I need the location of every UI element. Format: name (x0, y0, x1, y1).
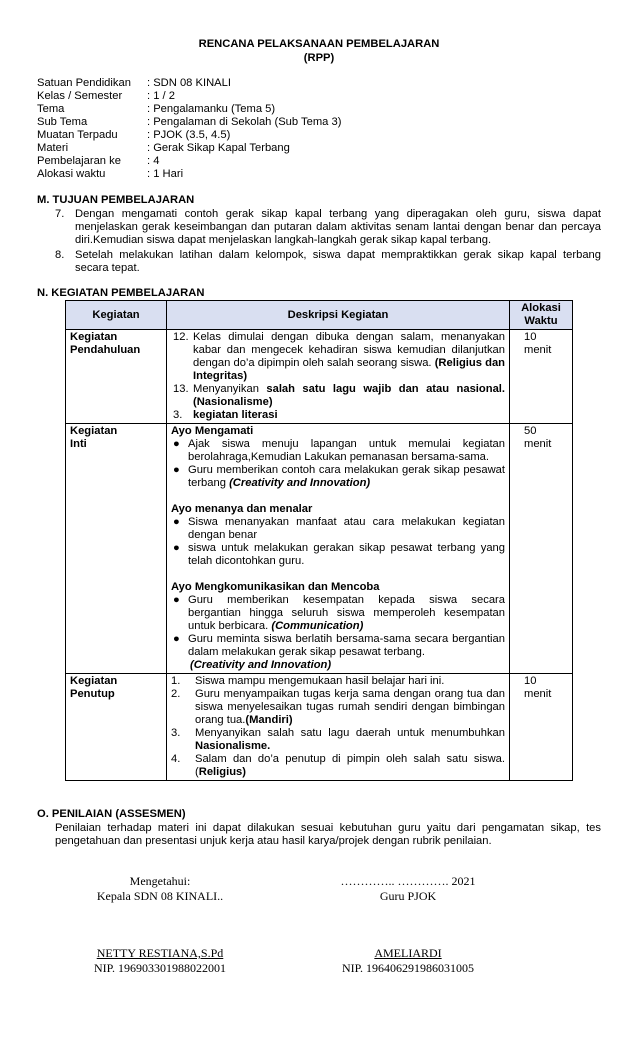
bullet-icon: ● (173, 542, 180, 554)
bullet-text: Guru meminta siswa berlatih bersama-sama secara bergantian dalam melakukan gerak sikap pesawat terbang. (188, 633, 505, 658)
list-text: Siswa mampu mengemukaan hasil belajar hari ini. (195, 675, 445, 687)
bullet-icon: ● (173, 516, 180, 528)
bullet-icon: ● (173, 594, 180, 606)
value-tag: (Mandiri) (245, 714, 293, 726)
signature-left-caption: Mengetahui: (129, 874, 191, 888)
list-number: 1. (171, 675, 181, 687)
time-unit: menit (524, 688, 552, 700)
document-title: RENCANA PELAKSANAAN PEMBELAJARAN (198, 38, 440, 50)
bullet-item (171, 633, 505, 672)
list-number: 12. (173, 331, 189, 343)
time-value: 10 (524, 675, 537, 687)
time-value: 10 (524, 331, 537, 343)
subheading: Ayo Mengkomunikasikan dan Mencoba (171, 581, 380, 593)
bullet-item (171, 594, 505, 633)
activity-name (66, 674, 167, 781)
table-header-row (66, 301, 573, 330)
bullet-icon: ● (173, 464, 180, 476)
activity-time (510, 674, 573, 781)
activity-time (510, 424, 573, 674)
signature-right-title: Guru PJOK (379, 889, 437, 903)
info-label: Pembelajaran ke (37, 155, 121, 167)
info-value: : Pengalamanku (Tema 5) (147, 103, 276, 115)
section-heading-kegiatan: N. KEGIATAN PEMBELAJARAN (37, 287, 205, 299)
bullet-item (171, 438, 505, 464)
list-item (171, 409, 505, 422)
value-tag: (Communication) (271, 620, 364, 632)
list-item (171, 331, 505, 383)
list-number: 2. (171, 688, 181, 700)
objective-text: Setelah melakukan latihan dalam kelompok, siswa dapat mempraktikkan gerak sikap kapal terbang secara tepat. (75, 249, 601, 274)
info-label: Tema (37, 103, 65, 115)
info-label: Sub Tema (37, 116, 88, 128)
subheading: Ayo menanya dan menalar (171, 503, 313, 515)
info-label: Muatan Terpadu (37, 129, 118, 141)
table-row (66, 424, 573, 674)
table-row (66, 674, 573, 781)
time-unit: menit (524, 438, 552, 450)
activity-name-line: Kegiatan (70, 675, 118, 687)
list-text: Kelas dimulai dengan dibuka dengan salam, menanyakan kabar dan mengecek kehadiran siswa kemudian dilanjutkan dengan do’a dipimpin oleh salah seorang siswa. (193, 331, 505, 369)
bullet-text: Guru memberikan kesempatan kepada siswa secara bergantian hingga seluruh siswa memperoleh kesempatan untuk berbicara. (188, 594, 505, 632)
activity-name-line: Pendahuluan (70, 344, 141, 356)
value-tag: (Religius dan Integritas) (193, 357, 505, 382)
signature-left-title: Kepala SDN 08 KINALI.. (96, 889, 224, 903)
objective-text: Dengan mengamati contoh gerak sikap kapal terbang yang diperagakan oleh guru, siswa dapat menjelaskan gerak keseimbangan dan putaran dalam aktivitas senam lantai dengan benar dan percaya diri.Kemudian siswa dapat menjelaskan langkah-langkah gerak sikap kapal terbang. (75, 208, 601, 246)
section-heading-penilaian: O. PENILAIAN (ASSESMEN) (37, 808, 186, 820)
bullet-icon: ● (173, 438, 180, 450)
info-value: : Pengalaman di Sekolah (Sub Tema 3) (147, 116, 342, 128)
list-text: Guru menyampaikan tugas kerja sama dengan orang tua dan siswa menyelesaikan tugas rumah sendiri dengan bimbingan orang tua. (195, 688, 505, 726)
activity-description (167, 424, 510, 674)
list-item (171, 688, 505, 727)
value-tag: (Creativity and Innovation) (190, 659, 332, 671)
bullet-item (171, 542, 505, 568)
objective-item (55, 208, 601, 247)
info-value: : Gerak Sikap Kapal Terbang (147, 142, 290, 154)
list-text: kegiatan literasi (193, 409, 278, 421)
activity-time (510, 330, 573, 424)
header-alokasi: Alokasi Waktu (510, 301, 573, 330)
value-tag: Religius (198, 766, 243, 778)
objective-number: 7. (55, 208, 65, 220)
activity-description (167, 330, 510, 424)
activity-name (66, 330, 167, 424)
info-label: Materi (37, 142, 69, 154)
time-value: 50 (524, 425, 537, 437)
info-value: : 1 / 2 (147, 90, 175, 102)
value-tag-end: ) (242, 766, 246, 778)
list-text: Menyanyikan (193, 383, 259, 395)
info-label: Satuan Pendidikan (37, 77, 131, 89)
signature-left-name: NETTY RESTIANA,S.Pd (96, 946, 224, 960)
list-text: Salam dan do’a penutup di pimpin oleh salah satu siswa. ( (195, 753, 505, 778)
bullet-text: Siswa menanyakan manfaat atau cara melakukan kegiatan dengan benar (188, 516, 505, 541)
bullet-icon: ● (173, 633, 180, 645)
bullet-item (171, 516, 505, 542)
bullet-item (171, 464, 505, 490)
list-number: 13. (173, 383, 189, 395)
list-text: Menyanyikan salah satu lagu daerah untuk menumbuhkan (195, 727, 505, 739)
table-row (66, 330, 573, 424)
signature-right-nip: NIP. 196406291986031005 (341, 961, 474, 975)
info-value: : PJOK (3.5, 4.5) (147, 129, 231, 141)
info-label: Kelas / Semester (37, 90, 123, 102)
signature-right-date: ………….. …………. 2021 (340, 874, 476, 888)
info-value: : 4 (147, 155, 160, 167)
header-deskripsi: Deskripsi Kegiatan (167, 301, 510, 330)
objective-item (55, 249, 601, 275)
document-subtitle: (RPP) (303, 52, 335, 64)
activity-name-line: Inti (70, 438, 87, 450)
bullet-text: Ajak siswa menuju lapangan untuk memulai kegiatan berolahraga,Kemudian Lakukan pemanasan bersama-sama. (188, 438, 505, 463)
activity-name-line: Kegiatan (70, 425, 118, 437)
list-item (171, 383, 505, 409)
subheading: Ayo Mengamati (171, 425, 254, 437)
activity-table (65, 300, 573, 781)
bullet-text: siswa untuk melakukan gerakan sikap pesawat terbang yang telah dicontohkan guru. (188, 542, 505, 567)
activity-name-line: Penutup (70, 688, 115, 700)
list-item (171, 675, 505, 688)
value-tag: (Creativity and Innovation) (229, 477, 371, 489)
header-kegiatan: Kegiatan (66, 301, 167, 330)
list-number: 3. (173, 409, 183, 421)
value-tag: salah satu lagu wajib dan atau nasional. (Nasionalisme) (193, 383, 506, 408)
activity-description (167, 674, 510, 781)
section-heading-tujuan: M. TUJUAN PEMBELAJARAN (37, 194, 195, 206)
signature-left-nip: NIP. 196903301988022001 (93, 961, 226, 975)
time-unit: menit (524, 344, 552, 356)
list-number: 4. (171, 753, 181, 765)
list-item (171, 753, 505, 779)
list-item (171, 727, 505, 753)
info-label: Alokasi waktu (37, 168, 106, 180)
objective-number: 8. (55, 249, 65, 261)
info-value: : 1 Hari (147, 168, 184, 180)
assessment-text: Penilaian terhadap materi ini dapat dilakukan sesuai kebutuhan guru yaitu dari pengamatan sikap, tes pengetahuan dan presentasi unjuk kerja atau hasil karya/projek dengan rubrik penilaian. (55, 822, 601, 847)
list-number: 3. (171, 727, 181, 739)
activity-name (66, 424, 167, 674)
signature-right-name: AMELIARDI (374, 946, 442, 960)
activity-name-line: Kegiatan (70, 331, 118, 343)
info-value: : SDN 08 KINALI (147, 77, 231, 89)
value-tag: Nasionalisme. (195, 740, 271, 752)
bullet-text: Guru memberikan contoh cara melakukan gerak sikap pesawat terbang (188, 464, 505, 489)
